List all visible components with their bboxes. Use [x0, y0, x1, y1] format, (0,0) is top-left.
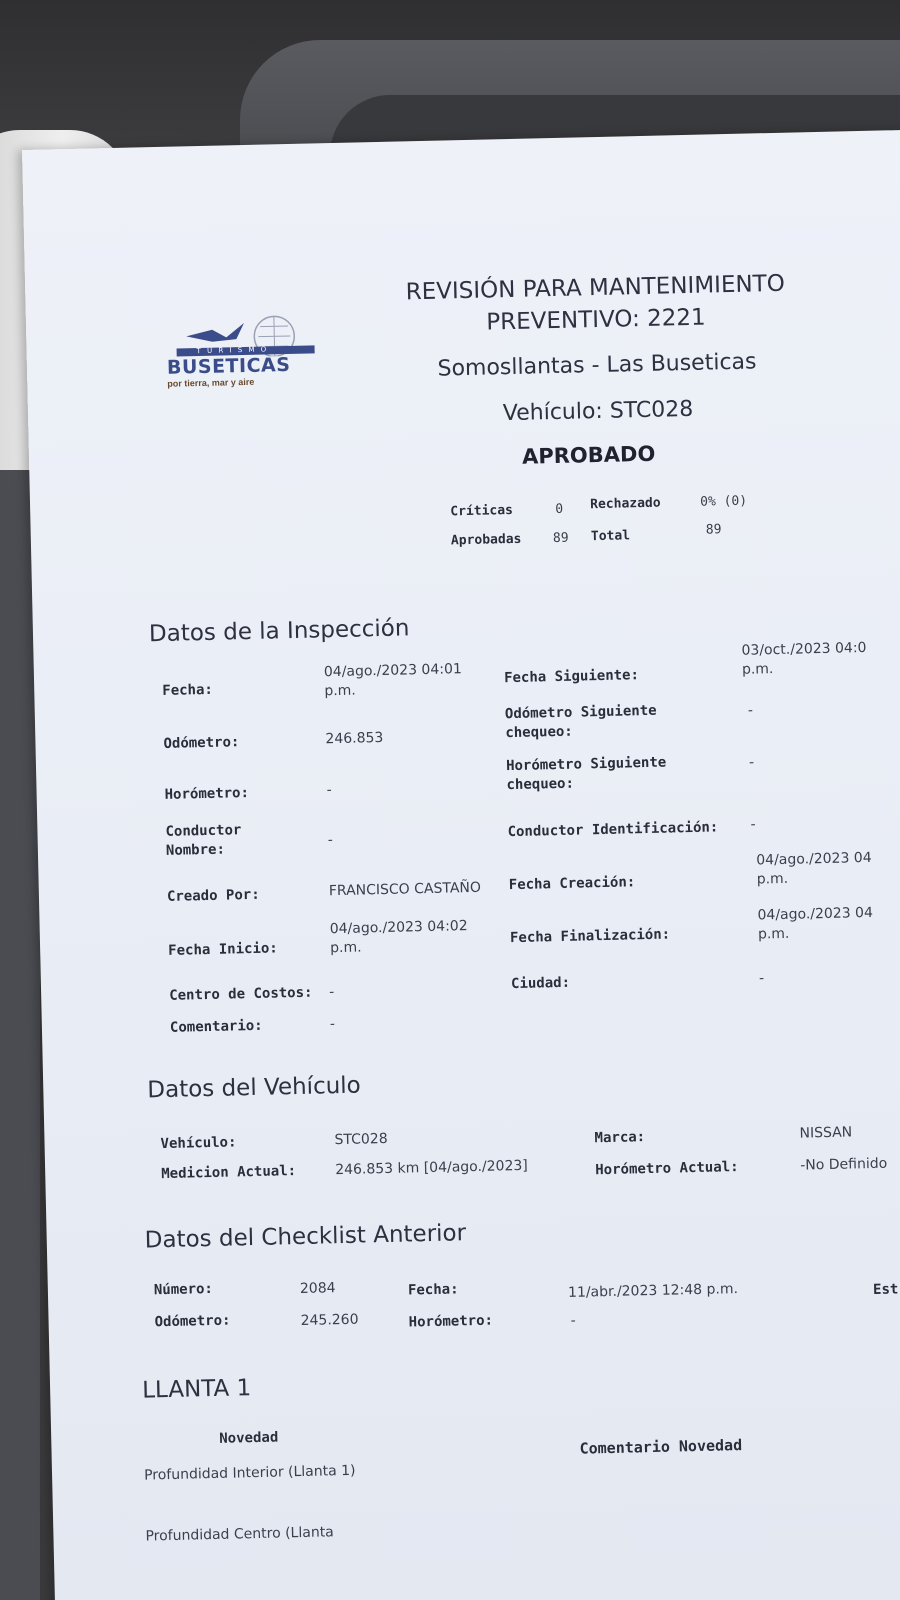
logo-ribbon-text: T U R I S M O — [196, 345, 269, 356]
fecha-creacion-value: 04/ago./2023 04 p.m. — [756, 849, 872, 888]
document-title-line1: REVISIÓN PARA MANTENIMIENTO — [405, 270, 786, 306]
total-label: Total — [590, 528, 631, 545]
medicion-actual-label: Medicion Actual: — [161, 1163, 297, 1183]
centro-costos-value: - — [329, 984, 335, 1001]
horometro-siguiente-label: Horómetro Siguiente chequeo: — [505, 754, 667, 794]
checklist-horometro-label: Horómetro: — [408, 1312, 494, 1331]
marca-label: Marca: — [594, 1129, 646, 1147]
vehicle-section-title: Datos del Vehículo — [147, 1072, 361, 1104]
fecha-siguiente-value: 03/oct./2023 04:0 p.m. — [741, 639, 867, 678]
fecha-inicio-value: 04/ago./2023 04:02 p.m. — [329, 918, 468, 957]
checklist-odometro-label: Odómetro: — [154, 1312, 231, 1331]
company-logo — [166, 313, 318, 396]
comentario-novedad-header: Comentario Novedad — [579, 1435, 743, 1458]
odometro-siguiente-value: - — [747, 702, 754, 719]
aprobadas-value: 89 — [552, 530, 569, 547]
vehiculo-value: STC028 — [334, 1130, 388, 1149]
total-value: 89 — [705, 522, 722, 538]
odometro-siguiente-label: Odómetro Siguiente chequeo: — [504, 702, 657, 742]
fecha-inicio-label: Fecha Inicio: — [168, 940, 278, 959]
numero-value: 2084 — [299, 1280, 336, 1297]
checklist-fecha-label: Fecha: — [407, 1281, 459, 1299]
odometro-value: 246.853 — [325, 729, 384, 748]
fecha-label: Fecha: — [162, 681, 214, 699]
checklist-horometro-value: - — [570, 1312, 576, 1329]
conductor-identificacion-label: Conductor Identificación: — [507, 819, 719, 841]
checklist-fecha-value: 11/abr./2023 12:48 p.m. — [567, 1281, 739, 1301]
inspection-document — [22, 130, 900, 1600]
criticas-label: Críticas — [450, 502, 514, 520]
conductor-identificacion-value: - — [750, 816, 756, 833]
tire-row-interior: Profundidad Interior (Llanta 1) — [143, 1462, 356, 1484]
creado-por-label: Creado Por: — [166, 886, 260, 905]
horometro-label: Horómetro: — [164, 785, 250, 803]
vehicle-heading: Vehículo: STC028 — [502, 396, 694, 427]
comentario-value: - — [329, 1016, 336, 1033]
document-title-line2: PREVENTIVO: 2221 — [486, 304, 706, 336]
criticas-value: 0 — [555, 501, 564, 517]
ciudad-label: Ciudad: — [510, 974, 571, 993]
tire-row-centro: Profundidad Centro (Llanta — [145, 1524, 334, 1545]
creado-por-value: FRANCISCO CASTAÑO — [328, 879, 482, 900]
rechazado-label: Rechazado — [590, 495, 661, 513]
numero-label: Número: — [153, 1280, 214, 1299]
novedad-header: Novedad — [219, 1429, 279, 1447]
fecha-finalizacion-value: 04/ago./2023 04 p.m. — [757, 904, 874, 943]
fecha-value: 04/ago./2023 04:01 p.m. — [323, 661, 462, 700]
company-name: Somosllantas - Las Buseticas — [437, 349, 757, 382]
odometro-label: Odómetro: — [163, 734, 240, 752]
tire-section-title: LLANTA 1 — [141, 1375, 252, 1404]
horometro-actual-value: -No Definido — [800, 1155, 888, 1174]
horometro-value: - — [326, 782, 332, 799]
comentario-label: Comentario: — [169, 1017, 263, 1036]
horometro-actual-label: Horómetro Actual: — [595, 1159, 739, 1179]
aprobadas-label: Aprobadas — [450, 531, 522, 549]
logo-tagline: por tierra, mar y aire — [167, 376, 255, 389]
logo-name: BUSETICAS — [166, 353, 291, 379]
ciudad-value: - — [758, 970, 765, 987]
centro-costos-label: Centro de Costos: — [169, 984, 313, 1004]
previous-checklist-title: Datos del Checklist Anterior — [144, 1220, 467, 1254]
inspection-section-title: Datos de la Inspección — [148, 615, 410, 648]
checklist-estado-label: Est — [872, 1281, 899, 1298]
fecha-siguiente-label: Fecha Siguiente: — [503, 667, 640, 687]
marca-value: NISSAN — [799, 1124, 853, 1142]
conductor-nombre-label: Conductor Nombre: — [165, 822, 242, 859]
medicion-actual-value: 246.853 km [04/ago./2023] — [335, 1157, 528, 1179]
conductor-nombre-value: - — [327, 832, 333, 849]
rechazado-value: 0% (0) — [699, 493, 748, 510]
checklist-odometro-value: 245.260 — [300, 1311, 359, 1329]
fecha-finalizacion-label: Fecha Finalización: — [509, 926, 671, 947]
fecha-creacion-label: Fecha Creación: — [508, 874, 636, 894]
vehiculo-label: Vehículo: — [160, 1134, 237, 1153]
horometro-siguiente-value: - — [748, 754, 755, 771]
status-badge: APROBADO — [521, 441, 656, 469]
